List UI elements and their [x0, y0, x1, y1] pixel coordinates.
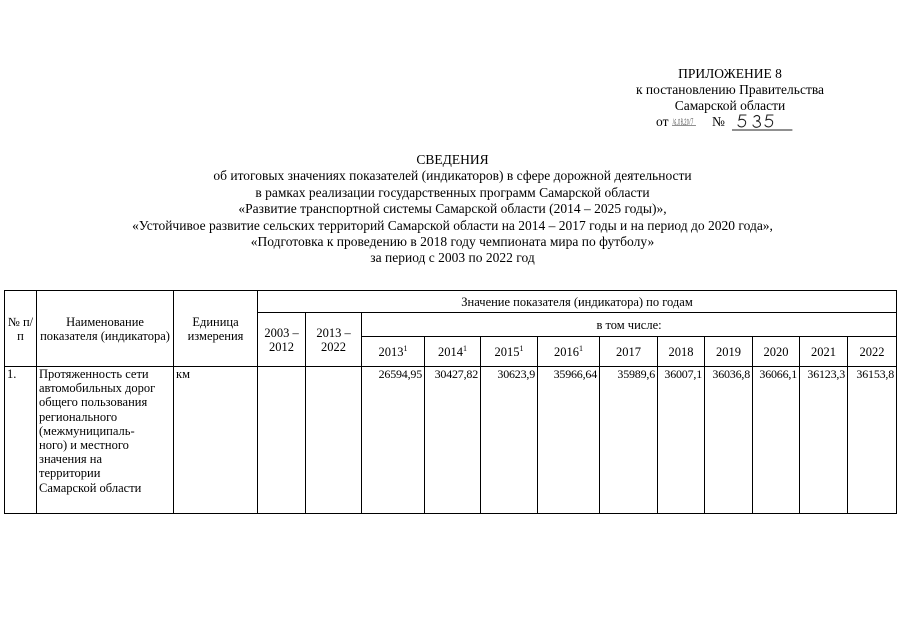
row-year-value: 35966,64	[538, 367, 600, 514]
heading-line: СВЕДЕНИЯ	[416, 152, 489, 167]
header-values-by-year: Значение показателя (индикатора) по годам	[258, 291, 897, 313]
row-year-value: 36036,8	[705, 367, 753, 514]
heading-line: «Развитие транспортной системы Самарской области (2014 – 2025 годы)»,	[238, 201, 667, 217]
header-number: № п/п	[5, 291, 37, 367]
header-unit: Единица измерения	[174, 291, 258, 367]
row-year-value: 36007,1	[658, 367, 705, 514]
indicator-name-line: регионального	[39, 409, 118, 424]
indicator-name-line: значения на	[39, 452, 103, 467]
header-year: 2014$^1$	[425, 337, 481, 367]
header-year: 2018	[658, 337, 705, 367]
heading-line: за период с 2003 по 2022 год	[370, 250, 535, 266]
header-year: 2019	[705, 337, 753, 367]
indicator-name-line: ного) и местного	[39, 438, 129, 453]
heading-line: об итоговых значениях показателей (индикаторов) в сфере дорожной деятельности	[213, 168, 692, 184]
row-indicator-name	[37, 367, 174, 514]
header-year: 2021	[800, 337, 848, 367]
annex-line-1: к постановлению Правительства	[635, 82, 825, 97]
header-year: 2017	[600, 337, 658, 367]
row-year-value: 36123,3	[800, 367, 848, 514]
date-prefix: от	[656, 114, 669, 129]
header-year: 2015$^1$	[481, 337, 538, 367]
header-period-2003-2012: 2003 – 2012	[258, 313, 306, 367]
header-including: в том числе:	[362, 313, 897, 337]
header-indicator-name: Наименование показателя (индикатора)	[37, 291, 174, 367]
footnote-mark: 1	[403, 343, 408, 353]
row-period-2003-2012	[258, 367, 306, 514]
header-year: 2022	[848, 337, 897, 367]
header-year: 2016$^1$	[538, 337, 600, 367]
row-period-2013-2022	[306, 367, 362, 514]
row-year-value: 36066,1	[753, 367, 800, 514]
annex-date-number-row	[560, 114, 900, 132]
indicators-table	[4, 290, 897, 514]
row-year-value: 30427,82	[425, 367, 481, 514]
row-year-value: 30623,9	[481, 367, 538, 514]
footnote-mark: 1	[519, 343, 524, 353]
heading-line: «Устойчивое развитие сельских территорий Самарской области на 2014 – 2017 годы и на период до 2020 года»,	[132, 217, 773, 233]
row-year-value: 26594,95	[362, 367, 425, 514]
handwritten-number	[732, 112, 796, 132]
indicator-name-line: Протяженность сети	[39, 367, 149, 381]
header-year: 2013$^1$	[362, 337, 425, 367]
row-unit: км	[174, 367, 258, 514]
indicator-name-line: общего пользования	[39, 395, 148, 410]
row-year-value: 35989,6	[600, 367, 658, 514]
row-index: 1.	[5, 367, 37, 514]
annex-line-2: Самарской области	[674, 98, 786, 113]
annex-block	[560, 66, 900, 132]
number-prefix: №	[712, 114, 725, 129]
indicator-name-line: автомобильных дорог	[39, 381, 156, 396]
header-period-2013-2022: 2013 – 2022	[306, 313, 362, 367]
heading-line: в рамках реализации государственных программ Самарской области	[255, 184, 650, 200]
header-year: 2020	[753, 337, 800, 367]
document-heading	[0, 152, 905, 267]
table-row	[5, 367, 897, 514]
indicator-name-line: Самарской области	[39, 480, 142, 495]
annex-title: ПРИЛОЖЕНИЕ 8	[678, 66, 782, 81]
footnote-mark: 1	[463, 343, 467, 353]
indicator-name-line: (межмуниципаль-	[39, 423, 135, 438]
row-year-value: 36153,8	[848, 367, 897, 514]
indicator-name-line: территории	[39, 466, 101, 481]
heading-line: «Подготовка к проведению в 2018 году чемпионата мира по футболу»	[250, 234, 655, 250]
footnote-mark: 1	[579, 343, 583, 353]
